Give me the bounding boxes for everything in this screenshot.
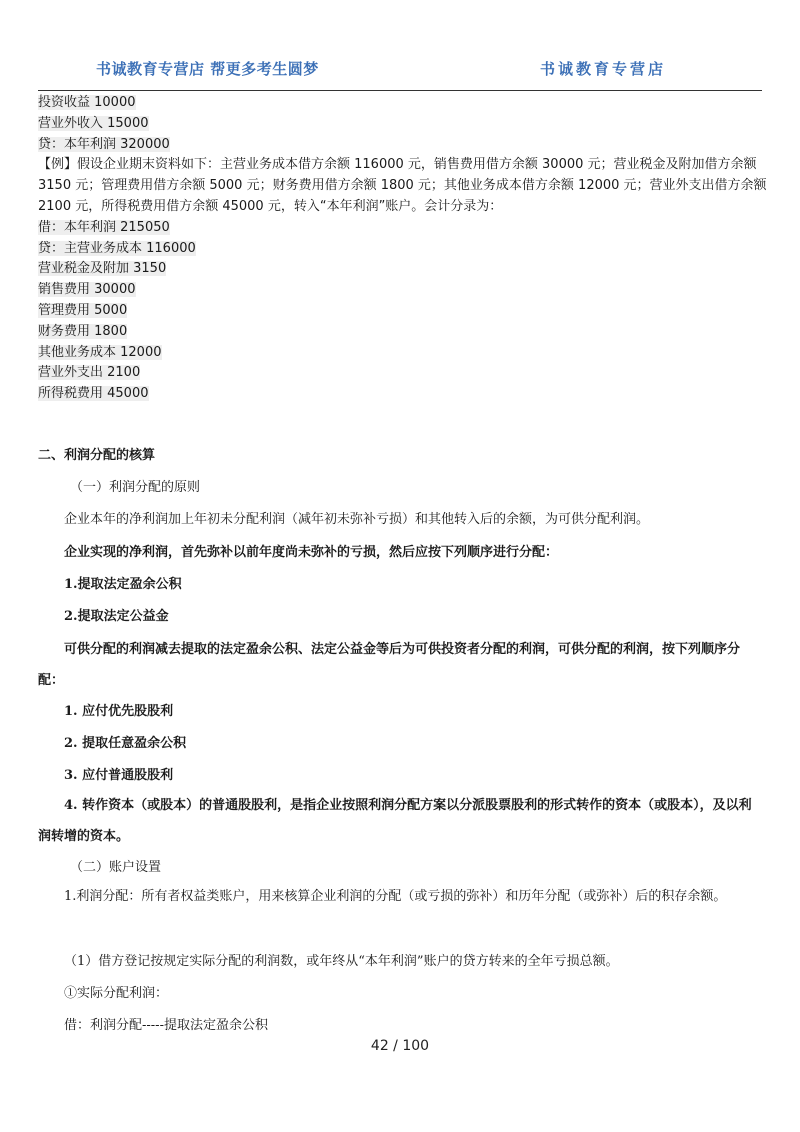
paragraph: 1.利润分配：所有者权益类账户，用来核算企业利润的分配（或亏损的弥补）和历年分配（或弥补）后的积存余额。 [64,889,727,904]
entry-line: 营业税金及附加 3150 [38,261,167,277]
list-item: 2. 提取任意盈余公积 [64,736,187,751]
paragraph-bold: 可供分配的利润减去提取的法定盈余公积、法定公益金等后为可供投资者分配的利润，可供分配的利润，按下列顺序分配： [38,642,741,688]
header-brand-right: 书诚教育专营店 [540,60,667,78]
entries-block [38,93,768,405]
section-heading: 二、利润分配的核算 [38,448,156,463]
entry-line: 营业外收入 15000 [38,115,149,131]
example-paragraph: 【例】假设企业期末资料如下：主营业务成本借方余额 116000 元，销售费用借方余额 30000 元；营业税金及附加借方余额 3150 元；管理费用借方余额 5000 元；财务费用借方余额 1800 元；其他业务成本借方余额 12000 元；营业外支出借方余额 2100 元，所得税费用借方余额 45000 元，转入“本年利润”账户。会计分录为： [38,157,767,214]
entry-line: 贷：本年利润 320000 [38,136,170,152]
list-item: 4. 转作资本（或股本）的普通股股利，是指企业按照利润分配方案以分派股票股利的形式转作的资本（或股本），及以利润转增的资本。 [38,798,752,844]
list-item: 1.提取法定盈余公积 [64,577,182,592]
entry-line: 投资收益 10000 [38,95,136,110]
entry-line: 管理费用 5000 [38,302,128,318]
entry-line: 贷：主营业务成本 116000 [38,240,196,256]
subheading-principles: （一）利润分配的原则 [70,480,201,495]
entry-line: 销售费用 30000 [38,282,136,298]
list-item: 1. 应付优先股股利 [64,704,174,719]
paragraph: 企业本年的净利润加上年初未分配利润（减年初未弥补亏损）和其他转入后的余额，为可供分配利润。 [64,512,650,527]
entry-line: 营业外支出 2100 [38,365,141,381]
entry-line: 其他业务成本 12000 [38,344,162,360]
entry-line: 所得税费用 45000 [38,386,149,402]
header-brand-left: 书诚教育专营店 帮更多考生圆梦 [96,60,319,78]
paragraph-bold: 企业实现的净利润，首先弥补以前年度尚未弥补的亏损，然后应按下列顺序进行分配： [64,545,559,560]
list-item: 2.提取法定公益金 [64,609,169,624]
entry-line: 借：本年利润 215050 [38,219,170,235]
list-item: 3. 应付普通股股利 [64,768,174,783]
page-header [38,56,762,91]
page-number: 42 / 100 [370,1038,430,1054]
subheading-accounts: （二）账户设置 [70,860,162,875]
paragraph: ①实际分配利润： [64,986,169,1001]
paragraph: 借：利润分配-----提取法定盈余公积 [64,1018,268,1033]
paragraph: （1）借方登记按规定实际分配的利润数，或年终从“本年利润”账户的贷方转来的全年亏损总额。 [64,954,619,969]
entry-line: 财务费用 1800 [38,323,128,339]
